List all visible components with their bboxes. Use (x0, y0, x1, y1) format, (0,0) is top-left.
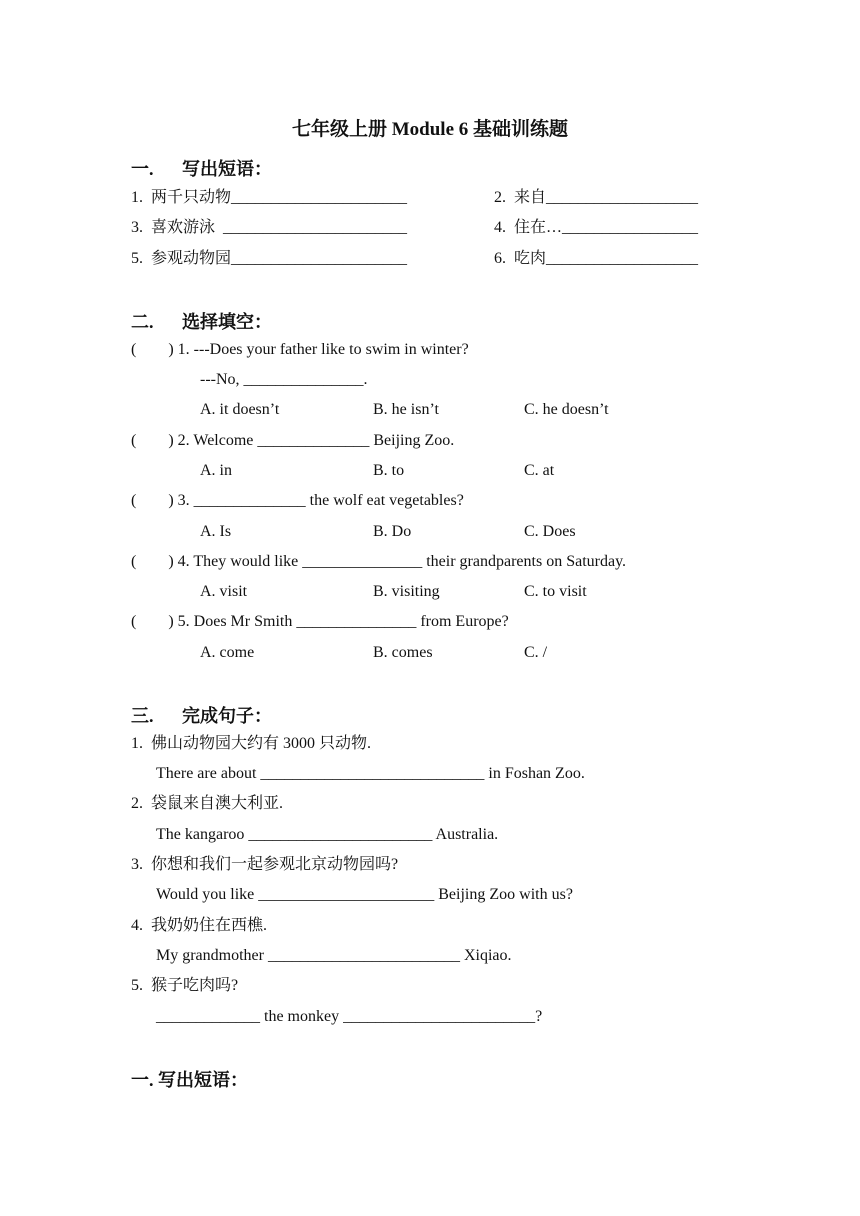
option-c: C. / (524, 644, 548, 661)
section2-number: 二. (131, 312, 154, 332)
option-b: B. he isn’t (373, 401, 439, 418)
option-c: C. he doesn’t (524, 401, 609, 418)
sentence-chinese: 1. 佛山动物园大约有 3000 只动物. (131, 735, 372, 752)
sentence-chinese: 2. 袋鼠来自澳大利亚. (131, 795, 284, 812)
option-b: B. visiting (373, 583, 440, 600)
sentence-english: The kangaroo _______________________ Australia. (156, 826, 499, 843)
footer-heading: 一. 写出短语： (131, 1070, 248, 1090)
phrase-item: 5. 参观动物园______________________ (131, 250, 408, 267)
question-stem: ( ) 3. ______________ the wolf eat vegetables? (131, 492, 464, 509)
option-b: B. comes (373, 644, 433, 661)
phrase-item: 6. 吃肉___________________ (494, 250, 699, 267)
section1-number: 一. (131, 159, 154, 179)
sentence-chinese: 4. 我奶奶住在西樵. (131, 917, 268, 934)
phrase-item: 1. 两千只动物______________________ (131, 189, 408, 206)
phrase-item: 4. 住在…_________________ (494, 219, 699, 236)
question-stem: ( ) 4. They would like _______________ their grandparents on Saturday. (131, 553, 627, 570)
option-c: C. to visit (524, 583, 587, 600)
section1-heading (131, 155, 272, 181)
section1-title: 写出短语： (182, 159, 272, 179)
question-stem: ( ) 1. ---Does your father like to swim in winter? (131, 341, 469, 358)
option-a: A. Is (200, 523, 232, 540)
sentence-english: My grandmother ________________________ Xiqiao. (156, 947, 512, 964)
sentence-chinese: 3. 你想和我们一起参观北京动物园吗? (131, 856, 399, 873)
section2-title: 选择填空： (182, 312, 272, 332)
question-sub: ---No, _______________. (200, 371, 368, 388)
question-stem: ( ) 2. Welcome ______________ Beijing Zoo. (131, 432, 455, 449)
section3-title: 完成句子： (182, 706, 272, 726)
question-stem: ( ) 5. Does Mr Smith _______________ from Europe? (131, 613, 509, 630)
option-b: B. to (373, 462, 405, 479)
section2-heading (131, 308, 272, 334)
section3-heading (131, 702, 272, 728)
option-a: A. in (200, 462, 232, 479)
sentence-english: Would you like ______________________ Beijing Zoo with us? (156, 886, 573, 903)
option-c: C. at (524, 462, 555, 479)
option-a: A. come (200, 644, 255, 661)
sentence-english: There are about ____________________________ in Foshan Zoo. (156, 765, 585, 782)
sentence-chinese: 5. 猴子吃肉吗? (131, 977, 239, 994)
option-b: B. Do (373, 523, 412, 540)
page-title: 七年级上册 Module 6 基础训练题 (291, 119, 569, 140)
phrase-item: 2. 来自___________________ (494, 189, 699, 206)
sentence-english: _____________ the monkey ________________________? (156, 1008, 543, 1025)
section3-number: 三. (131, 706, 154, 726)
option-a: A. it doesn’t (200, 401, 280, 418)
option-a: A. visit (200, 583, 248, 600)
option-c: C. Does (524, 523, 576, 540)
phrase-item: 3. 喜欢游泳 _______________________ (131, 219, 408, 236)
